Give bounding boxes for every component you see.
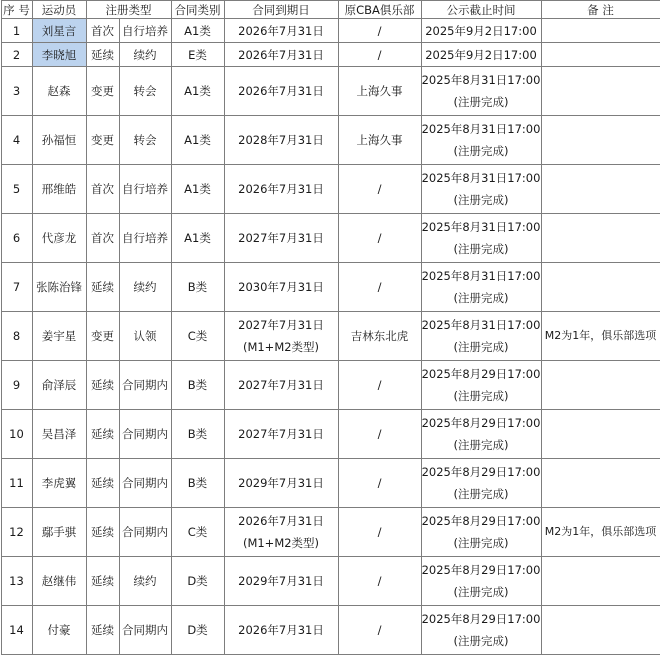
contract-class-text: A1类 bbox=[184, 23, 211, 38]
contract-class bbox=[171, 361, 224, 410]
former-club bbox=[338, 214, 421, 263]
header-contract-type: 合同类别 bbox=[171, 1, 224, 19]
registration-subtype-text: 自行培养 bbox=[122, 23, 168, 38]
registration-subtype-text: 续约 bbox=[133, 47, 157, 62]
athlete-name bbox=[32, 459, 86, 508]
publicity-deadline bbox=[421, 606, 541, 655]
athlete-name-text: 孙福恒 bbox=[41, 133, 77, 147]
contract-expiry-text: 2027年7月31日 bbox=[238, 231, 324, 245]
table-row bbox=[1, 410, 660, 459]
row-number bbox=[1, 508, 32, 557]
contract-class bbox=[171, 116, 224, 165]
remark bbox=[541, 508, 660, 557]
contract-class bbox=[171, 214, 224, 263]
row-number-text: 1 bbox=[12, 23, 21, 38]
publicity-deadline-note: (注册完成) bbox=[453, 438, 509, 452]
registration-type bbox=[86, 459, 119, 508]
row-number bbox=[1, 165, 32, 214]
publicity-deadline-text: 2025年8月31日17:00 bbox=[421, 171, 541, 185]
athlete-name bbox=[32, 361, 86, 410]
registration-subtype-text: 转会 bbox=[133, 84, 157, 98]
registration-type-text: 变更 bbox=[91, 133, 114, 147]
publicity-deadline-note: (注册完成) bbox=[453, 585, 509, 599]
contract-expiry bbox=[224, 312, 338, 361]
athlete-name bbox=[32, 263, 86, 312]
contract-expiry bbox=[224, 263, 338, 312]
athlete-name-text: 张陈治锋 bbox=[36, 280, 82, 294]
contract-class bbox=[171, 557, 224, 606]
publicity-deadline bbox=[421, 459, 541, 508]
registration-type bbox=[86, 19, 119, 43]
table-row bbox=[1, 459, 660, 508]
former-club-text: / bbox=[377, 23, 382, 38]
registration-subtype-text: 合同期内 bbox=[122, 476, 168, 490]
contract-class-text: A1类 bbox=[184, 133, 211, 147]
contract-class bbox=[171, 508, 224, 557]
contract-class-text: B类 bbox=[187, 378, 208, 392]
remark bbox=[541, 67, 660, 116]
remark-text: M2为1年，俱乐部选项 bbox=[544, 329, 657, 342]
registration-subtype bbox=[119, 67, 171, 116]
contract-expiry bbox=[224, 557, 338, 606]
table-row bbox=[1, 116, 660, 165]
contract-expiry bbox=[224, 116, 338, 165]
contract-expiry-text: 2030年7月31日 bbox=[238, 280, 324, 294]
registration-type-text: 延续 bbox=[91, 476, 114, 490]
table-row bbox=[1, 19, 660, 43]
contract-class-text: B类 bbox=[187, 427, 208, 441]
table-row bbox=[1, 361, 660, 410]
contract-class-text: A1类 bbox=[184, 182, 211, 196]
athlete-name-text: 赵继伟 bbox=[41, 574, 77, 588]
registration-subtype-text: 合同期内 bbox=[122, 427, 168, 441]
contract-class bbox=[171, 459, 224, 508]
contract-class bbox=[171, 410, 224, 459]
contract-class bbox=[171, 165, 224, 214]
header-row bbox=[1, 1, 660, 19]
registration-type bbox=[86, 508, 119, 557]
registration-type-text: 变更 bbox=[91, 329, 114, 343]
registration-type-text: 延续 bbox=[91, 623, 114, 637]
contract-class-text: D类 bbox=[187, 623, 208, 637]
publicity-deadline-text: 2025年8月29日17:00 bbox=[421, 465, 541, 479]
former-club bbox=[338, 43, 421, 67]
publicity-deadline-text: 2025年9月2日17:00 bbox=[425, 47, 537, 62]
row-number-text: 6 bbox=[12, 231, 21, 245]
athlete-name-text: 姜宇星 bbox=[41, 329, 77, 343]
former-club bbox=[338, 165, 421, 214]
row-number-text: 11 bbox=[9, 476, 24, 490]
registration-type bbox=[86, 361, 119, 410]
former-club bbox=[338, 116, 421, 165]
row-number bbox=[1, 557, 32, 606]
contract-expiry-text: 2027年7月31日 bbox=[238, 318, 324, 332]
contract-expiry bbox=[224, 361, 338, 410]
registration-subtype-text: 认领 bbox=[133, 329, 157, 343]
row-number-text: 2 bbox=[12, 47, 21, 62]
former-club-text: 上海久事 bbox=[356, 84, 403, 98]
publicity-deadline bbox=[421, 361, 541, 410]
registration-subtype bbox=[119, 361, 171, 410]
registration-type bbox=[86, 214, 119, 263]
contract-class-text: B类 bbox=[187, 476, 208, 490]
publicity-deadline-text: 2025年8月29日17:00 bbox=[421, 367, 541, 381]
contract-expiry bbox=[224, 19, 338, 43]
contract-expiry bbox=[224, 459, 338, 508]
contract-class bbox=[171, 43, 224, 67]
table-row bbox=[1, 165, 660, 214]
row-number-text: 4 bbox=[12, 133, 21, 147]
registration-type bbox=[86, 263, 119, 312]
athlete-name-text: 代彦龙 bbox=[41, 231, 77, 245]
registration-type-text: 变更 bbox=[91, 84, 114, 98]
contract-class bbox=[171, 67, 224, 116]
publicity-deadline bbox=[421, 410, 541, 459]
contract-class-text: C类 bbox=[187, 329, 208, 343]
contract-expiry-note: (M1+M2类型) bbox=[242, 536, 320, 550]
contract-expiry-text: 2026年7月31日 bbox=[238, 182, 324, 196]
former-club bbox=[338, 263, 421, 312]
header-deadline: 公示截止时间 bbox=[421, 1, 541, 19]
contract-expiry bbox=[224, 606, 338, 655]
remark bbox=[541, 557, 660, 606]
contract-expiry-text: 2026年7月31日 bbox=[238, 84, 324, 98]
publicity-deadline bbox=[421, 263, 541, 312]
table-row bbox=[1, 214, 660, 263]
publicity-deadline-text: 2025年9月2日17:00 bbox=[425, 23, 537, 38]
registration-subtype-text: 合同期内 bbox=[122, 525, 168, 539]
athlete-name-text: 付豪 bbox=[47, 623, 71, 637]
publicity-deadline-note: (注册完成) bbox=[453, 536, 509, 550]
row-number bbox=[1, 361, 32, 410]
publicity-deadline-text: 2025年8月31日17:00 bbox=[421, 220, 541, 234]
contract-expiry-text: 2026年7月31日 bbox=[238, 623, 324, 637]
publicity-deadline-note: (注册完成) bbox=[453, 144, 509, 158]
registration-type bbox=[86, 557, 119, 606]
contract-class bbox=[171, 19, 224, 43]
publicity-deadline-note: (注册完成) bbox=[453, 487, 509, 501]
registration-subtype-text: 合同期内 bbox=[122, 623, 168, 637]
registration-subtype bbox=[119, 410, 171, 459]
publicity-deadline-text: 2025年8月29日17:00 bbox=[421, 612, 541, 626]
publicity-deadline-text: 2025年8月31日17:00 bbox=[421, 73, 541, 87]
remark bbox=[541, 361, 660, 410]
registration-subtype-text: 合同期内 bbox=[122, 378, 168, 392]
row-number bbox=[1, 19, 32, 43]
registration-subtype bbox=[119, 214, 171, 263]
former-club bbox=[338, 312, 421, 361]
former-club-text: / bbox=[377, 280, 382, 294]
remark bbox=[541, 165, 660, 214]
publicity-deadline-note: (注册完成) bbox=[453, 291, 509, 305]
former-club-text: / bbox=[377, 476, 382, 490]
registration-subtype bbox=[119, 312, 171, 361]
athlete-name-text: 刘星言 bbox=[41, 23, 77, 38]
former-club bbox=[338, 361, 421, 410]
athlete-name bbox=[32, 165, 86, 214]
registration-subtype-text: 自行培养 bbox=[122, 231, 168, 245]
table-row bbox=[1, 606, 660, 655]
registration-type-text: 首次 bbox=[91, 231, 114, 245]
former-club-text: / bbox=[377, 47, 382, 62]
registration-type-text: 延续 bbox=[91, 280, 114, 294]
publicity-deadline bbox=[421, 67, 541, 116]
contract-class-text: C类 bbox=[187, 525, 208, 539]
contract-expiry bbox=[224, 67, 338, 116]
contract-class-text: E类 bbox=[188, 47, 207, 62]
contract-expiry-text: 2029年7月31日 bbox=[238, 574, 324, 588]
athlete-name-text: 俞泽辰 bbox=[41, 378, 77, 392]
contract-expiry bbox=[224, 214, 338, 263]
publicity-deadline bbox=[421, 214, 541, 263]
former-club bbox=[338, 508, 421, 557]
former-club-text: / bbox=[377, 525, 382, 539]
row-number-text: 7 bbox=[12, 280, 21, 294]
contract-expiry bbox=[224, 165, 338, 214]
table-row bbox=[1, 263, 660, 312]
contract-expiry-text: 2027年7月31日 bbox=[238, 378, 324, 392]
athlete-name-text: 李虎翼 bbox=[41, 476, 77, 490]
remark-text: M2为1年，俱乐部选项 bbox=[544, 525, 657, 538]
publicity-deadline-note: (注册完成) bbox=[453, 242, 509, 256]
registration-type-text: 首次 bbox=[91, 182, 114, 196]
athlete-name bbox=[32, 67, 86, 116]
publicity-deadline bbox=[421, 557, 541, 606]
registration-type bbox=[86, 165, 119, 214]
publicity-deadline bbox=[421, 19, 541, 43]
former-club-text: 上海久事 bbox=[356, 133, 403, 147]
row-number-text: 5 bbox=[12, 182, 21, 196]
publicity-deadline bbox=[421, 165, 541, 214]
row-number-text: 14 bbox=[9, 623, 24, 637]
table-row bbox=[1, 67, 660, 116]
row-number bbox=[1, 410, 32, 459]
row-number-text: 13 bbox=[9, 574, 24, 588]
former-club bbox=[338, 410, 421, 459]
publicity-deadline bbox=[421, 43, 541, 67]
publicity-deadline-note: (注册完成) bbox=[453, 340, 509, 354]
remark bbox=[541, 214, 660, 263]
header-reg-type: 注册类型 bbox=[86, 1, 171, 19]
contract-expiry-text: 2026年7月31日 bbox=[238, 514, 324, 528]
athlete-name-text: 李晓旭 bbox=[41, 47, 77, 62]
header-expiry: 合同到期日 bbox=[224, 1, 338, 19]
registration-type-text: 延续 bbox=[91, 378, 114, 392]
row-number bbox=[1, 459, 32, 508]
table-body bbox=[1, 19, 660, 655]
publicity-deadline-note: (注册完成) bbox=[453, 389, 509, 403]
registration-subtype bbox=[119, 557, 171, 606]
remark bbox=[541, 312, 660, 361]
athlete-name bbox=[32, 214, 86, 263]
registration-type-text: 首次 bbox=[91, 23, 114, 38]
registration-subtype bbox=[119, 43, 171, 67]
table-row bbox=[1, 557, 660, 606]
athlete-name bbox=[32, 508, 86, 557]
header-former-club: 原CBA俱乐部 bbox=[338, 1, 421, 19]
remark bbox=[541, 19, 660, 43]
contract-expiry-text: 2026年7月31日 bbox=[238, 23, 324, 38]
contract-class bbox=[171, 606, 224, 655]
publicity-deadline-note: (注册完成) bbox=[453, 634, 509, 648]
contract-class bbox=[171, 263, 224, 312]
header-remark: 备 注 bbox=[541, 1, 660, 19]
table-row bbox=[1, 312, 660, 361]
athlete-name-text: 吴昌泽 bbox=[41, 427, 77, 441]
contract-expiry-text: 2027年7月31日 bbox=[238, 427, 324, 441]
registration-subtype-text: 续约 bbox=[133, 280, 157, 294]
registration-type-text: 延续 bbox=[91, 427, 114, 441]
row-number bbox=[1, 606, 32, 655]
registration-subtype bbox=[119, 19, 171, 43]
registration-type bbox=[86, 67, 119, 116]
athlete-name-text: 邢维皓 bbox=[41, 182, 77, 196]
header-no: 序 号 bbox=[1, 1, 32, 19]
publicity-deadline-text: 2025年8月29日17:00 bbox=[421, 416, 541, 430]
publicity-deadline-text: 2025年8月31日17:00 bbox=[421, 269, 541, 283]
registration-subtype bbox=[119, 263, 171, 312]
athlete-name bbox=[32, 606, 86, 655]
contract-expiry bbox=[224, 43, 338, 67]
athlete-name bbox=[32, 43, 86, 67]
remark bbox=[541, 459, 660, 508]
registration-table bbox=[1, 0, 660, 655]
table-row bbox=[1, 43, 660, 67]
registration-type bbox=[86, 606, 119, 655]
row-number-text: 12 bbox=[9, 525, 24, 539]
former-club-text: / bbox=[377, 182, 382, 196]
row-number-text: 3 bbox=[12, 84, 21, 98]
registration-subtype bbox=[119, 165, 171, 214]
former-club-text: / bbox=[377, 231, 382, 245]
row-number bbox=[1, 214, 32, 263]
contract-class-text: A1类 bbox=[184, 84, 211, 98]
registration-type bbox=[86, 312, 119, 361]
registration-type-text: 延续 bbox=[91, 47, 114, 62]
table-row bbox=[1, 508, 660, 557]
former-club-text: / bbox=[377, 427, 382, 441]
registration-subtype-text: 转会 bbox=[133, 133, 157, 147]
contract-class-text: D类 bbox=[187, 574, 208, 588]
contract-class bbox=[171, 312, 224, 361]
row-number bbox=[1, 312, 32, 361]
registration-type bbox=[86, 116, 119, 165]
contract-expiry-text: 2029年7月31日 bbox=[238, 476, 324, 490]
publicity-deadline bbox=[421, 508, 541, 557]
remark bbox=[541, 263, 660, 312]
athlete-name-text: 赵森 bbox=[47, 84, 71, 98]
former-club bbox=[338, 557, 421, 606]
athlete-name bbox=[32, 410, 86, 459]
row-number-text: 8 bbox=[12, 329, 21, 343]
publicity-deadline-note: (注册完成) bbox=[453, 193, 509, 207]
contract-expiry-text: 2026年7月31日 bbox=[238, 47, 324, 62]
athlete-name bbox=[32, 116, 86, 165]
former-club-text: / bbox=[377, 623, 382, 637]
registration-type bbox=[86, 410, 119, 459]
row-number bbox=[1, 263, 32, 312]
publicity-deadline-text: 2025年8月29日17:00 bbox=[421, 514, 541, 528]
row-number-text: 10 bbox=[9, 427, 24, 441]
contract-class-text: B类 bbox=[187, 280, 208, 294]
registration-type-text: 延续 bbox=[91, 525, 114, 539]
former-club bbox=[338, 19, 421, 43]
remark bbox=[541, 116, 660, 165]
former-club-text: / bbox=[377, 378, 382, 392]
publicity-deadline bbox=[421, 116, 541, 165]
athlete-name bbox=[32, 557, 86, 606]
former-club bbox=[338, 459, 421, 508]
publicity-deadline-text: 2025年8月29日17:00 bbox=[421, 563, 541, 577]
registration-type bbox=[86, 43, 119, 67]
remark bbox=[541, 606, 660, 655]
publicity-deadline bbox=[421, 312, 541, 361]
former-club bbox=[338, 67, 421, 116]
registration-subtype bbox=[119, 116, 171, 165]
athlete-name bbox=[32, 19, 86, 43]
row-number bbox=[1, 116, 32, 165]
registration-subtype-text: 续约 bbox=[133, 574, 157, 588]
contract-class-text: A1类 bbox=[184, 231, 211, 245]
registration-subtype bbox=[119, 508, 171, 557]
publicity-deadline-note: (注册完成) bbox=[453, 95, 509, 109]
registration-type-text: 延续 bbox=[91, 574, 114, 588]
former-club-text: 吉林东北虎 bbox=[350, 329, 409, 343]
publicity-deadline-text: 2025年8月31日17:00 bbox=[421, 318, 541, 332]
registration-subtype bbox=[119, 606, 171, 655]
remark bbox=[541, 410, 660, 459]
header-athlete: 运动员 bbox=[32, 1, 86, 19]
contract-expiry bbox=[224, 410, 338, 459]
former-club-text: / bbox=[377, 574, 382, 588]
registration-subtype bbox=[119, 459, 171, 508]
contract-expiry-note: (M1+M2类型) bbox=[242, 340, 320, 354]
row-number bbox=[1, 43, 32, 67]
athlete-name-text: 鄢手骐 bbox=[41, 525, 77, 539]
row-number-text: 9 bbox=[12, 378, 21, 392]
registration-subtype-text: 自行培养 bbox=[122, 182, 168, 196]
contract-expiry bbox=[224, 508, 338, 557]
contract-expiry-text: 2028年7月31日 bbox=[238, 133, 324, 147]
publicity-deadline-text: 2025年8月31日17:00 bbox=[421, 122, 541, 136]
former-club bbox=[338, 606, 421, 655]
remark bbox=[541, 43, 660, 67]
row-number bbox=[1, 67, 32, 116]
athlete-name bbox=[32, 312, 86, 361]
